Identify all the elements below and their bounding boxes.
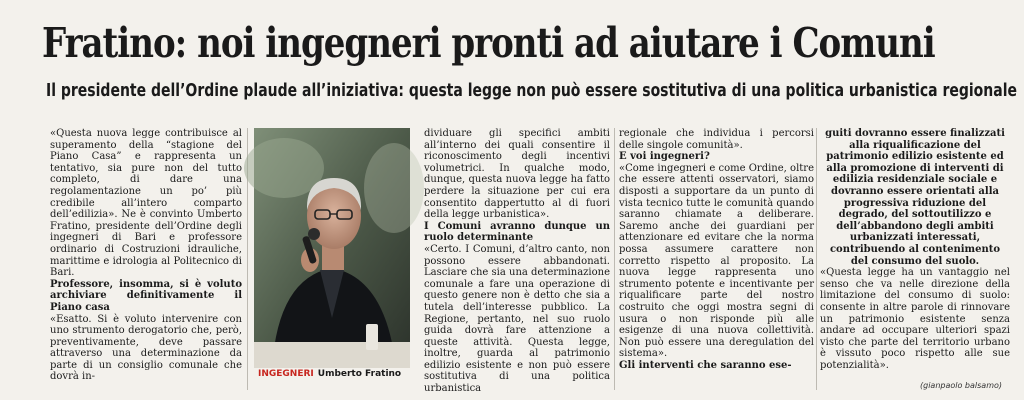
text-column-4 <box>820 128 1010 390</box>
author-signature: (gianpaolo balsamo) <box>920 381 1003 390</box>
article-subheadline: Il presidente dell’Ordine plaude all’iniziativa: questa legge non può essere sostitutiva di una politica urbanistica regionale <box>46 81 1017 101</box>
column-divider <box>816 128 817 390</box>
interview-question: guiti dovranno essere finalizzati alla riqualificazione del patrimonio edilizio esistente ed alla promozione di interventi di edilizia residenziale sociale e dovranno essere orientati alla progressiva riduzione del degrado, del sottoutilizzo e dell’abbandono degli ambiti urbanizzati interessati, contribuendo al contenimento del consumo del suolo. <box>825 128 1005 267</box>
portrait-photo <box>254 128 410 368</box>
text-column-1 <box>50 128 242 384</box>
interview-question: Professore, insomma, si è voluto archiviare definitivamente il Piano casa <box>50 278 242 313</box>
text-column-2 <box>424 128 610 395</box>
paragraph: «Questa legge ha un vantaggio nel senso che va nelle direzione della limitazione del consumo di suolo: consente in altre parole di rinnovare un patrimonio esistente senza andare ad occupare ulteriori spazi visto che parte del territorio urbano è vissuto poco rispetto alle sue potenzialità». <box>820 267 1010 371</box>
interview-question: Gli interventi che saranno ese- <box>619 359 792 371</box>
caption-name: Umberto Fratino <box>317 369 402 379</box>
paragraph: «Certo. I Comuni, d’altro canto, non possono essere abbandonati. Lasciare che sia una determinazione comunale a fare una operazione di questo genere non è detto che sia a tutela dell’interesse pubblico. La Regione, pertanto, nel suo ruolo guida dovrà fare attenzione a queste attività. Questa legge, inoltre, guarda al patrimonio edilizio esistente e non può essere sostitutiva di una politica urbanistica <box>424 243 610 395</box>
paragraph: dividuare gli specifici ambiti all’interno dei quali consentire il riconoscimento degli incentivi volumetrici. In qualche modo, dunque, questa nuova legge ha fatto perdere la situazione per cui era consentito dappertutto al di fuori della legge urbanistica». <box>424 128 610 221</box>
interview-question: I Comuni avranno dunque un ruolo determinante <box>424 220 610 244</box>
paragraph: «Questa nuova legge contribuisce al superamento della “stagione del Piano Casa” e rappresenta un tentativo, sia pure non del tutto completo, di dare una regolamentazione un po’ più credibile all’intero comparto dell’edilizia». Ne è convinto Umberto Fratino, presidente dell’Ordine degli ingegneri di Bari e professore ordinario di Costruzioni idrauliche, marittime e idrologia al Politecnico di Bari. <box>50 128 242 279</box>
article-headline: Fratino: noi ingegneri pronti ad aiutare i Comuni <box>42 19 935 67</box>
interview-question: E voi ingegneri? <box>619 151 710 163</box>
column-divider <box>614 128 615 390</box>
paragraph: regionale che individua i percorsi delle singole comunità». <box>619 128 814 151</box>
paragraph: «Come ingegneri e come Ordine, oltre che essere attenti osservatori, siamo disposti a supportare da un punto di vista tecnico tutte le comunità quando saranno chiamate a deliberare. Saremo anche dei guardiani per attenzionare ed evitare che la norma possa assumere carattere non corretto rispetto al proposito. La nuova legge rappresenta uno strumento potente e incentivante per riqualificare parte del nostro costruito che oggi mostra segni di usura o non risponde più alle esigenze di una nuova collettività. Non può essere una deregulation del sistema». <box>619 162 815 360</box>
text-column-3 <box>619 128 814 390</box>
paragraph: «Esatto. Si è voluto intervenire con uno strumento derogatorio che, però, preventivamente, deve passare attraverso una determinazione da parte di un consiglio comunale che dovrà in- <box>50 313 242 383</box>
photo-caption <box>258 369 418 379</box>
caption-tag: INGEGNERI <box>258 369 314 379</box>
